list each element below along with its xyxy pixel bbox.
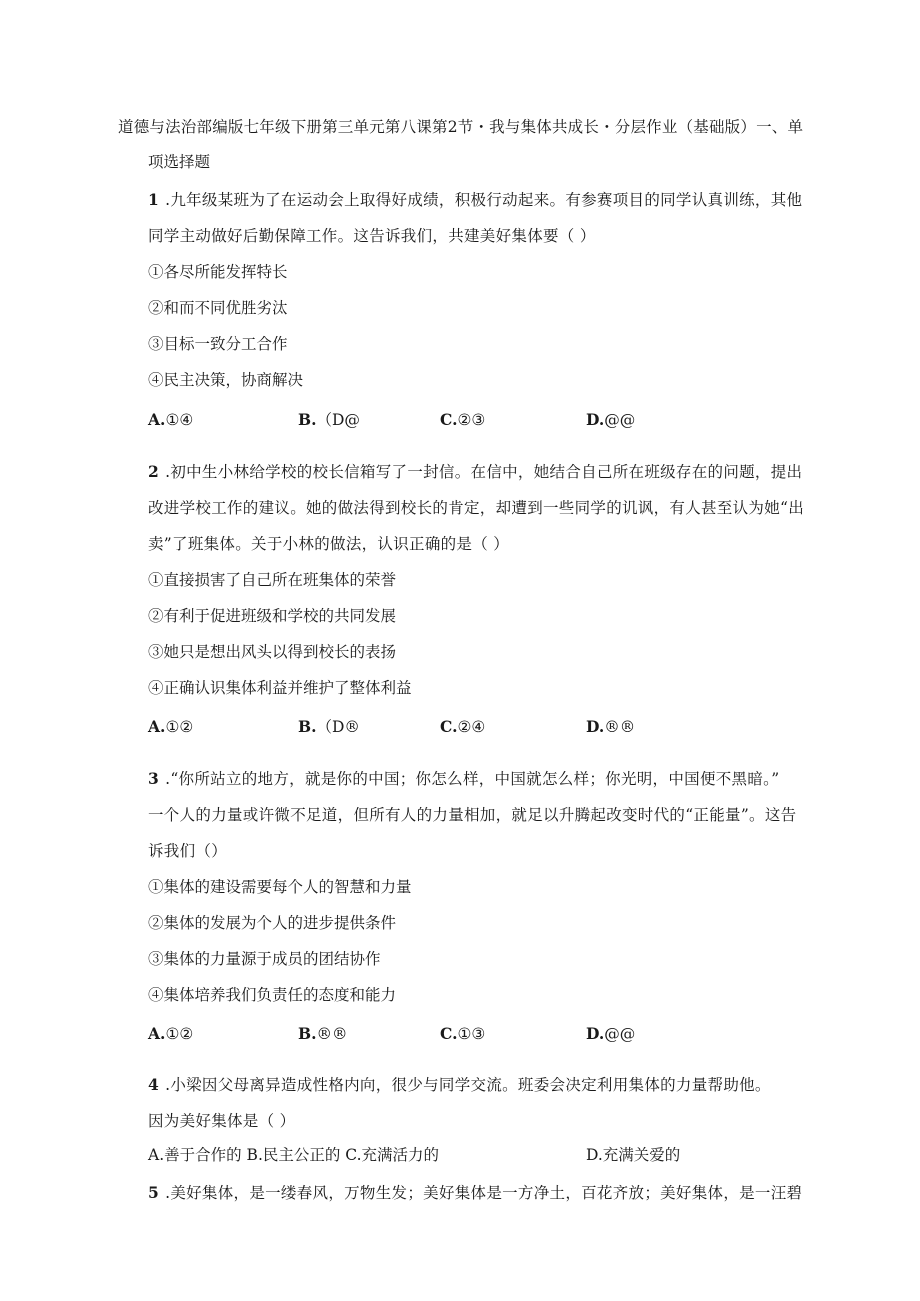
choice-b: B.（D@ — [298, 410, 360, 429]
choice-a: A.①④ — [148, 410, 194, 429]
question-3-line-2: 一个人的力量或许微不足道，但所有人的力量相加，就足以升腾起改变时代的“正能量”。这告 — [148, 806, 797, 824]
question-4-line-1: 4 .小梁因父母离异造成性格内向，很少与同学交流。班委会决定利用集体的力量帮助他。 — [148, 1075, 771, 1094]
question-3-option: ③集体的力量源于成员的团结协作 — [148, 950, 381, 968]
question-3-option: ②集体的发展为个人的进步提供条件 — [148, 914, 397, 932]
choice-b: B.®® — [298, 1024, 348, 1043]
choice-a: A.①② — [148, 1024, 194, 1043]
question-number: 2 — [148, 462, 160, 481]
choice-d: D.@@ — [586, 410, 636, 429]
question-2-option: ③她只是想出风头以得到校长的表扬 — [148, 643, 397, 661]
question-number: 3 — [148, 769, 160, 788]
question-number: 4 — [148, 1075, 160, 1094]
choice-d: D.充满关爱的 — [586, 1146, 681, 1164]
choice-c: C.②③ — [440, 410, 486, 429]
section-heading: 项选择题 — [148, 153, 211, 171]
question-2-line-3: 卖”了班集体。关于小林的做法，认识正确的是（ ） — [148, 535, 510, 553]
choice-c: C.①③ — [440, 1024, 486, 1043]
choice-c: C.②④ — [440, 717, 486, 736]
question-1-option: ③目标一致分工合作 — [148, 335, 288, 353]
question-number: 1 — [148, 190, 160, 209]
question-number: 5 — [148, 1183, 160, 1202]
choice-d: D.@@ — [586, 1024, 636, 1043]
question-1-option: ④民主决策，协商解决 — [148, 371, 304, 389]
document-title: 道德与法治部编版七年级下册第三单元第八课第2节・我与集体共成长・分层作业（基础版）一、单 — [118, 118, 804, 136]
question-3-option: ①集体的建设需要每个人的智慧和力量 — [148, 878, 412, 896]
question-1-line-1: 1 .九年级某班为了在运动会上取得好成绩，积极行动起来。有参赛项目的同学认真训练，其他 — [148, 190, 803, 209]
question-2-option: ①直接损害了自己所在班集体的荣誉 — [148, 571, 397, 589]
question-2-option: ②有利于促进班级和学校的共同发展 — [148, 607, 397, 625]
question-5-line-1: 5 .美好集体，是一缕春风，万物生发；美好集体是一方净土，百花齐放；美好集体，是一汪碧 — [148, 1183, 803, 1202]
question-1-option: ②和而不同优胜劣汰 — [148, 299, 288, 317]
choice-b: B.（D® — [298, 717, 360, 736]
question-1-option: ①各尽所能发挥特长 — [148, 263, 288, 281]
question-2-option: ④正确认识集体利益并维护了整体利益 — [148, 679, 412, 697]
question-1-line-2: 同学主动做好后勤保障工作。这告诉我们，共建美好集体要（ ） — [148, 227, 596, 245]
question-2-line-1: 2 .初中生小林给学校的校长信箱写了一封信。在信中，她结合自己所在班级存在的问题，提出 — [148, 462, 803, 481]
question-3-line-3: 诉我们（） — [148, 842, 228, 860]
choice-d: D.®® — [586, 717, 636, 736]
question-3-option: ④集体培养我们负责任的态度和能力 — [148, 986, 397, 1004]
choice-a: A.①② — [148, 717, 194, 736]
question-4-line-2: 因为美好集体是（ ） — [148, 1112, 296, 1130]
question-2-line-2: 改进学校工作的建议。她的做法得到校长的肯定，却遭到一些同学的讥讽，有人甚至认为她“出 — [148, 499, 805, 517]
choices-a-b-c: A.善于合作的 B.民主公正的 C.充满活力的 — [148, 1146, 440, 1164]
question-3-line-1: 3 .“你所站立的地方，就是你的中国；你怎么样，中国就怎么样；你光明，中国便不黑暗。” — [148, 769, 780, 788]
